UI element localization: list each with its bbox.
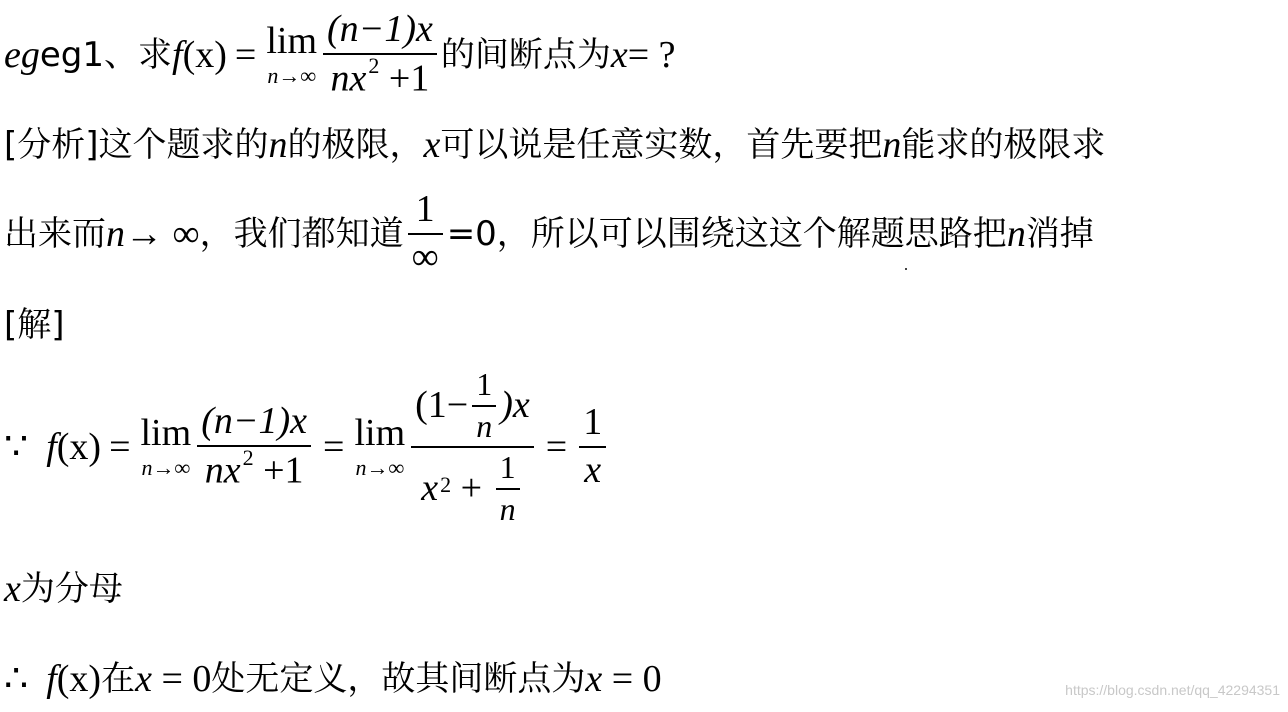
limit-fraction-1 — [197, 402, 311, 491]
fraction-bar — [579, 446, 606, 448]
fraction-denominator — [201, 445, 308, 493]
equals-zero: = 0 — [151, 658, 212, 700]
den-plus: + — [451, 466, 492, 509]
fraction-denominator: x — [584, 449, 602, 492]
analysis-line-1 — [4, 126, 1105, 164]
func-f: f — [172, 33, 183, 76]
var-x: x — [610, 33, 628, 76]
analysis-text: 能求的极限求 — [901, 125, 1106, 165]
analysis-text: 的极限， — [287, 125, 424, 165]
inner-denominator: n — [499, 490, 516, 527]
fraction-numerator: (n−1)x — [201, 400, 308, 443]
fraction-denominator — [327, 52, 434, 100]
example-suffix-question: = ? — [627, 33, 676, 76]
one-over-infinity — [408, 190, 443, 278]
solution-derivation — [4, 368, 610, 526]
lim-sub: n→∞ — [267, 62, 317, 88]
stray-dot — [905, 268, 907, 270]
analysis-text: =0，所以可以围绕这这个解题思路把 — [446, 213, 1007, 254]
den-power: 2 — [368, 52, 380, 78]
func-arg: (x) — [182, 33, 227, 76]
den-tail: +1 — [253, 450, 304, 493]
den-base: nx — [330, 57, 367, 100]
solution-label — [4, 305, 65, 345]
example-prefix-eg: eg — [4, 33, 40, 76]
lim-word: lim — [354, 412, 406, 455]
analysis-line-2 — [4, 190, 1094, 278]
inner-denominator: n — [476, 407, 493, 444]
analysis-text: [分析]这个题求的 — [4, 125, 269, 165]
x-denominator-note — [4, 570, 123, 608]
fraction-bar — [323, 53, 437, 55]
watermark: https://blog.csdn.net/qq_42294351 — [1065, 682, 1280, 698]
func-arg: (x) — [56, 426, 102, 469]
lim-word: lim — [266, 19, 318, 62]
fraction-bar — [496, 488, 520, 490]
fraction-numerator: 1 — [583, 401, 603, 444]
limit-operator — [354, 414, 405, 480]
var-n: n — [882, 124, 902, 166]
therefore-symbol: ∴ — [4, 658, 29, 700]
equals-sign: = — [234, 33, 257, 76]
fraction-numerator: 1 — [415, 188, 435, 230]
var-x: x — [585, 658, 603, 700]
fraction-denominator: ∞ — [411, 235, 439, 278]
den-base: x — [421, 466, 439, 509]
equals-sign: = — [545, 426, 568, 469]
inner-numerator: 1 — [476, 366, 493, 402]
fraction-bar — [411, 446, 534, 448]
limit-operator — [266, 19, 318, 88]
fraction-bar — [472, 405, 496, 407]
var-x: x — [423, 124, 441, 166]
conclusion-text: 在 — [101, 659, 136, 699]
analysis-text: ，我们都知道 — [199, 213, 404, 254]
limit-fraction — [323, 10, 437, 99]
var-n: n — [1006, 212, 1026, 255]
inner-numerator: 1 — [499, 449, 516, 486]
limit-fraction-2 — [411, 368, 534, 526]
equals-zero: = 0 — [602, 658, 662, 700]
var-n: n — [106, 212, 125, 255]
lim-sub: n→∞ — [355, 455, 405, 481]
limit-operator — [141, 414, 192, 480]
analysis-text: 消掉 — [1025, 213, 1094, 254]
fraction-bar — [197, 445, 311, 447]
fraction-bar — [408, 233, 443, 235]
func-f: f — [46, 658, 57, 700]
den-power: 2 — [242, 445, 254, 471]
example-prefix: eg1、求 — [39, 34, 173, 75]
arrow-infinity: → ∞ — [125, 212, 200, 255]
conclusion-line — [4, 660, 662, 698]
fraction-numerator: (n−1)x — [327, 8, 433, 50]
because-symbol: ∵ — [4, 426, 29, 469]
var-n: n — [268, 124, 288, 166]
var-x: x — [135, 658, 152, 700]
var-x: x — [4, 568, 21, 610]
analysis-text: 可以说是任意实数，首先要把 — [440, 125, 883, 165]
equals-sign: = — [323, 426, 345, 469]
conclusion-text: 处无定义，故其间断点为 — [211, 659, 586, 699]
note-text: 为分母 — [20, 569, 123, 609]
inner-fraction — [496, 451, 520, 526]
den-power: 2 — [440, 472, 452, 498]
fraction-denominator — [417, 451, 527, 526]
solution-label-text: [解] — [4, 305, 65, 345]
inner-fraction — [472, 368, 496, 443]
example-line — [4, 10, 676, 99]
func-f: f — [46, 426, 57, 469]
example-suffix: 的间断点为 — [440, 34, 611, 75]
analysis-text: 出来而 — [4, 213, 106, 254]
func-arg: (x) — [56, 658, 102, 700]
equals-sign: = — [109, 426, 131, 469]
num-close: )x — [500, 383, 530, 426]
lim-word: lim — [140, 412, 192, 455]
fraction-numerator — [411, 368, 534, 443]
num-open: (1− — [415, 383, 469, 426]
den-tail: +1 — [379, 57, 430, 100]
den-base: nx — [204, 450, 241, 493]
result-fraction — [579, 403, 606, 491]
lim-sub: n→∞ — [141, 455, 191, 481]
